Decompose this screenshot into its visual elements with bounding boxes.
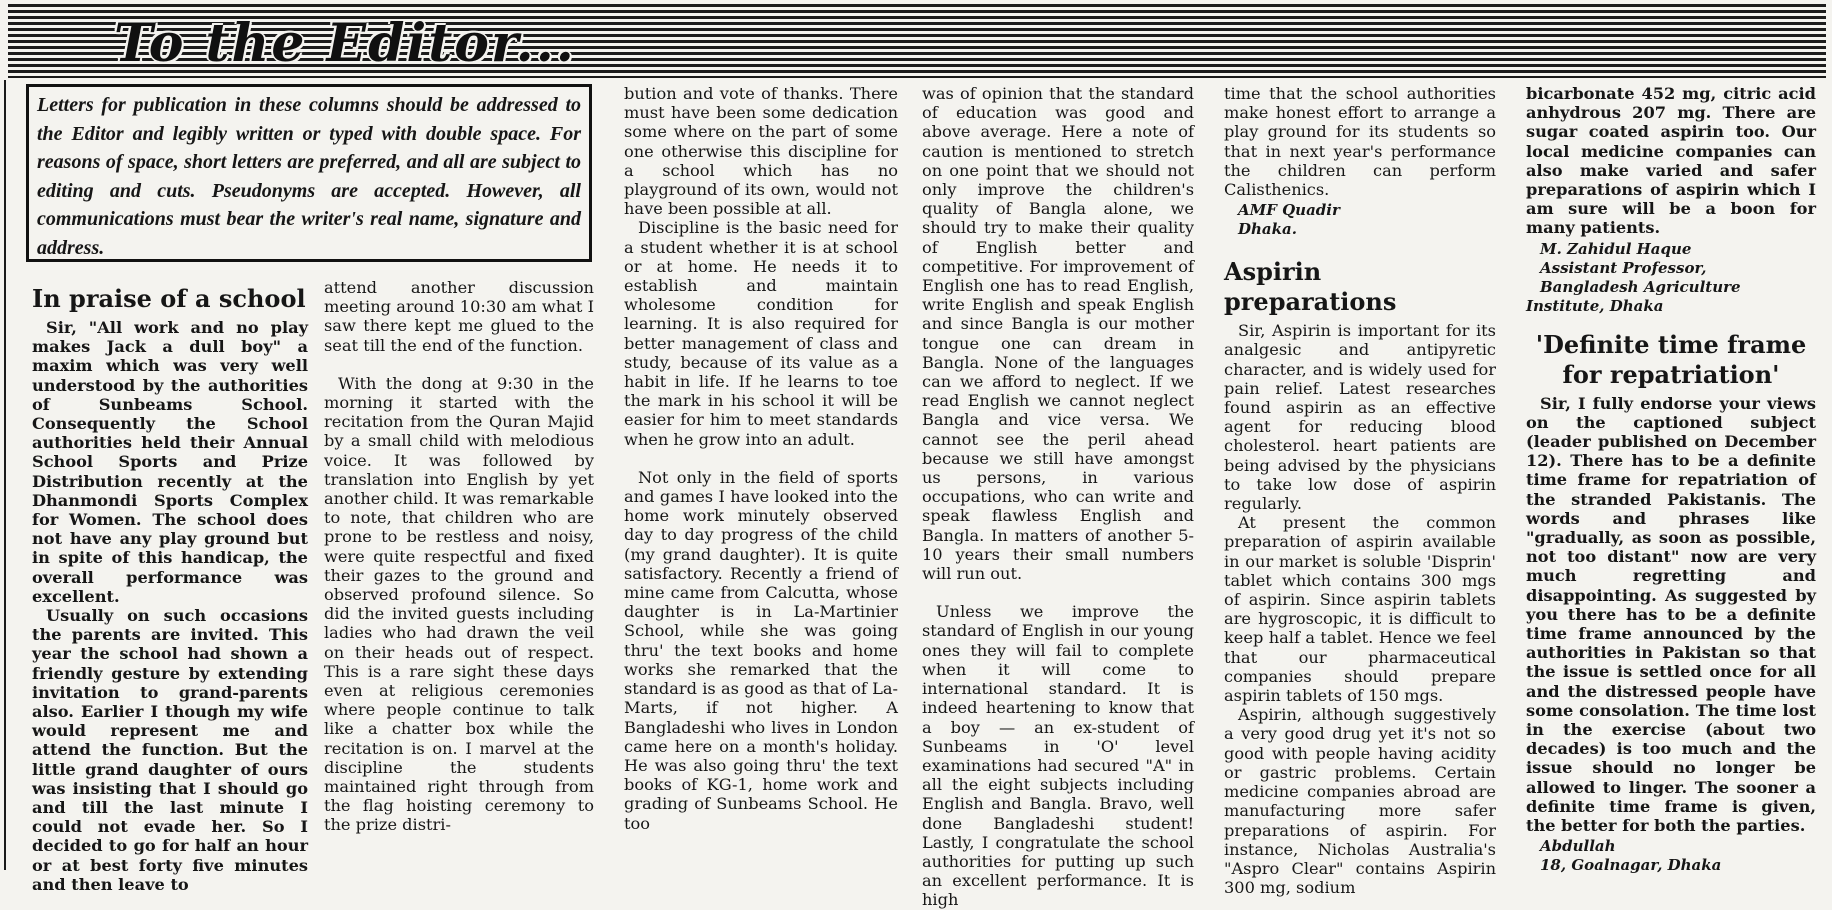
- paragraph: bution and vote of thanks. There must have been some dedication some where on the part of some one otherwise this discipline for a school which has no playground of its own, would not have been possible at all.: [624, 84, 898, 219]
- paragraph: Not only in the field of sports and games I have looked into the home work minutely observed day to day progress of the child (my grand daughter). It is quite satisfactory. Recently a friend of mine came from Calcutta, whose daughter is in La-Martinier School, while she was going thru' the text books and home works she remarked that the standard is as good as that of La-Marts, if not higher. A Bangladeshi who lives in London came here on a month's holiday. He was also going thru' the text books of KG-1, home work and grading of Sunbeams School. He too: [624, 467, 898, 833]
- headline-aspirin: Aspirin preparations: [1224, 257, 1397, 317]
- paragraph: Sir, Aspirin is important for its analgesic and antipyretic character, and is widely used for pain relief. Latest researches found aspirin as an effective agent for reducing blood cholesterol. heart patients are being advised by the physicians to take low dose of aspirin regularly.: [1224, 321, 1496, 514]
- paragraph: At present the common preparation of aspirin available in our market is soluble 'Disprin' tablet which contains 300 mgs of aspirin. Since aspirin tablets are hygroscopic, it is difficult to keep half a tablet. Hence we feel that our pharmaceutical companies should prepare aspirin tablets of 150 mgs.: [1224, 513, 1496, 706]
- masthead-rule: [8, 76, 1826, 78]
- masthead-title: To the Editor...: [114, 13, 576, 74]
- headline-repatriation: 'Definite time frame for repatriation': [1535, 329, 1807, 389]
- signature-place: 18, Goalnagar, Dhaka: [1540, 856, 1722, 875]
- column-2: [324, 278, 594, 884]
- headline-school: In praise of a school: [32, 284, 306, 313]
- signature-title: Assistant Professor,: [1540, 258, 1707, 277]
- signature-org: Bangladesh Agriculture Institute, Dhaka: [1526, 277, 1741, 315]
- signature-name: M. Zahidul Haque: [1540, 239, 1692, 258]
- paragraph: attend another discussion meeting around 10:30 am what I saw there kept me glued to the seat till the end of the function.: [324, 278, 594, 355]
- masthead-banner: [8, 4, 1826, 74]
- signature-name: AMF Quadir: [1238, 201, 1340, 220]
- paragraph: time that the school authorities make honest effort to arrange a play ground for its students so that in next year's performance the children can perform Calisthenics.: [1224, 84, 1496, 200]
- left-rule: [4, 80, 6, 870]
- column-1: [32, 284, 308, 894]
- paragraph: Aspirin, although suggestively a very good drug yet it's not so good with people having acidity or gastric problems. Certain medicine companies abroad are manufacturing more safer preparations of aspirin. For instance, Nicholas Australia's "Aspro Clear" contains Aspirin 300 mg, sodium: [1224, 705, 1496, 898]
- signature-place: Dhaka.: [1238, 220, 1297, 239]
- paragraph: Sir, "All work and no play makes Jack a dull boy" a maxim which was very well understood by the authorities of Sunbeams School. Consequently the School authorities held their Annual School Sports and Prize Distribution recently at the Dhanmondi Sports Complex for Women. The school does not have any play ground but in spite of this handicap, the overall performance was excellent.: [32, 318, 308, 606]
- paragraph: Sir, I fully endorse your views on the captioned subject (leader published on December 12). There has to be a definite time frame for repatriation of the stranded Pakistanis. The words and phrases like "gradually, as soon as possible, not too distant" now are very much regretting and disappointing. As suggested by you there has to be a definite time frame announced by the authorities in Pakistan so that the issue is settled once for all and the distressed people have some consolation. The time lost in the exercise (about two decades) is too much and the issue should no longer be allowed to linger. The sooner a definite time frame is given, the better for both the parties.: [1526, 393, 1816, 836]
- paragraph: Discipline is the basic need for a student whether it is at school or at home. He needs it to establish and maintain wholesome condition for learning. It is also required for better management of class and study, because of its value as a habit in life. If he learns to toe the mark in his school it will be easier for him to meet standards when he grow into an adult.: [624, 218, 898, 449]
- paragraph: was of opinion that the standard of education was good and above average. Here a note of caution is mentioned to stretch on one point that we should not only improve the children's quality of Bangla alone, we should try to make their quality of English better and competitive. For improvement of English one has to read English, write English and speak English and since Bangla is our mother tongue one can dream in Bangla. None of the languages can we afford to neglect. If we read English we cannot neglect Bangla and vice versa. We cannot see the peril ahead because we still have amongst us persons, in various occupations, who can write and speak flawless English and Bangla. In matters of another 5-10 years their small numbers will run out.: [922, 84, 1194, 584]
- column-6: [1526, 84, 1816, 884]
- paragraph: Unless we improve the standard of English in our young ones they will fail to complete when it will come to international standard. It is indeed heartening to know that a boy — an ex-student of Sunbeams in 'O' level examinations had secured "A" in all the eight subjects including English and Bangla. Bravo, well done Bangladeshi student! Lastly, I congratulate the school authorities for putting up such an excellent performance. It is high: [922, 602, 1194, 910]
- paragraph: bicarbonate 452 mg, citric acid anhydrous 207 mg. There are sugar coated aspirin too. Our local medicine companies can also make varied and safer preparations of aspirin which I am sure will be a boon for many patients.: [1526, 84, 1816, 238]
- paragraph: Usually on such occasions the parents are invited. This year the school had shown a friendly gesture by extending invitation to grand-parents also. Earlier I though my wife would represent me and attend the function. But the little grand daughter of ours was insisting that I should go and till the last minute I could not evade her. So I decided to go for half an hour or at best forty five minutes and then leave to: [32, 606, 308, 894]
- editorial-notice-box: Letters for publication in these columns should be addressed to the Editor and legibly written or typed with double space. For reasons of space, short letters are preferred, and all are subject to editing and cuts. Pseudonyms are accepted. However, all communications must bear the writer's real name, signature and address.: [26, 84, 592, 262]
- column-3: [624, 84, 898, 884]
- column-5: [1224, 84, 1496, 898]
- column-4: [922, 84, 1194, 910]
- paragraph: With the dong at 9:30 in the morning it started with the recitation from the Quran Majid by a small child with melodious voice. It was followed by translation into English by yet another child. It was remarkable to note, that children who are prone to be restless and noisy, were quite respectful and fixed their gazes to the ground and observed profound silence. So did the invited guests including ladies who had drawn the veil on their heads out of respect. This is a rare sight these days even at religious ceremonies where people continue to talk like a chatter box while the recitation is on. I marvel at the discipline the students maintained right through from the flag hoisting ceremony to the prize distri-: [324, 373, 594, 835]
- signature-name: Abdullah: [1540, 837, 1616, 856]
